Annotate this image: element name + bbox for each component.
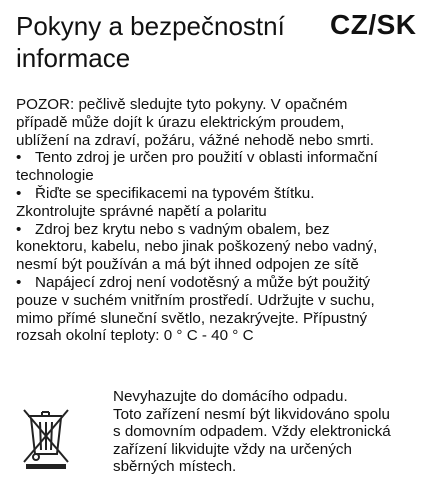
crossed-out-wheelie-bin-icon — [18, 404, 74, 470]
title-line-2: informace — [16, 43, 131, 73]
disposal-notice — [113, 388, 443, 476]
disposal-line-2: Toto zařízení nesmí být likvidováno spolu — [113, 405, 390, 423]
bullet-3-continuation: konektoru, kabelu, nebo jinak poškozený nebo vadný, nesmí být používán a má být ihned odpojen ze sítě — [16, 238, 378, 274]
bullet-item-3: • Zdroj bez krytu nebo s vadným obalem, bez — [16, 220, 330, 238]
bullet-item-1: • Tento zdroj je určen pro použití v oblasti informační — [16, 149, 378, 167]
disposal-line-1: Nevyhazujte do domácího odpadu. — [113, 388, 348, 405]
bullet-1-continuation: technologie — [16, 167, 94, 185]
bullet-item-2: • Řiďte se specifikacemi na typovém štítku. — [16, 184, 315, 202]
disposal-line-5: sběrných místech. — [113, 458, 237, 476]
disposal-line-4: zařízení likvidujte vždy na určených — [113, 440, 352, 458]
bullet-4-continuation: pouze v suchém vnitřním prostředí. Udržujte v suchu, mimo přímé sluneční světlo, nezakrývejte. Přípustný rozsah okolní teploty: 0 ° C - 40 ° C — [16, 291, 375, 345]
page-title — [16, 10, 336, 74]
language-code: CZ/SK — [330, 9, 417, 40]
bullet-item-4: • Napájecí zdroj není vodotěsný a může být použitý — [16, 273, 371, 291]
bullet-symbol: • — [16, 149, 22, 167]
bullet-2-continuation: Zkontrolujte správné napětí a polaritu — [16, 202, 267, 220]
warning-paragraph: POZOR: pečlivě sledujte tyto pokyny. V opačném případě může dojít k úrazu elektrickým proudem, ublížení na zdraví, požáru, vážné nehodě nebo smrti. — [16, 96, 374, 149]
disposal-line-3: s domovním odpadem. Vždy elektronická — [113, 423, 391, 441]
bullet-symbol: • — [16, 220, 22, 238]
bullet-symbol: • — [16, 184, 22, 202]
bullet-symbol: • — [16, 273, 22, 291]
safety-instructions — [16, 96, 441, 345]
title-line-1: Pokyny a bezpečnostní — [16, 11, 285, 41]
